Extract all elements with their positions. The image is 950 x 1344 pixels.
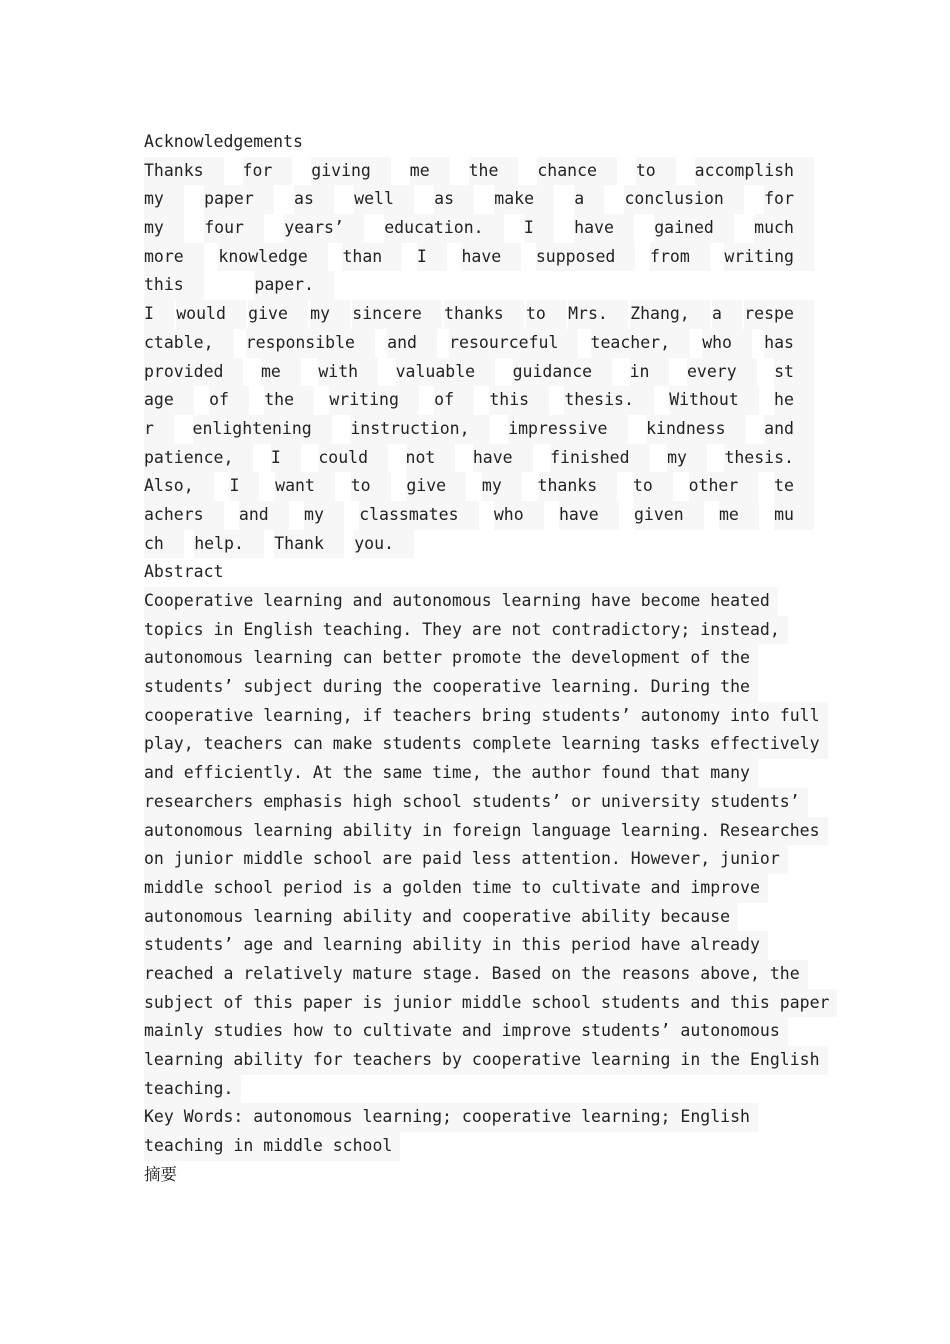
word: to xyxy=(633,472,673,501)
word: Zhang, xyxy=(630,300,710,329)
acknowledgements-line xyxy=(144,329,814,358)
word: age xyxy=(144,386,194,415)
word: my xyxy=(304,501,344,530)
word: and xyxy=(239,501,289,530)
word: in xyxy=(630,358,670,387)
word: guidance xyxy=(513,358,612,387)
abstract-line: researchers emphasis high school students’ or university students’ xyxy=(144,788,824,817)
word: resourceful xyxy=(449,329,578,358)
word: this xyxy=(144,271,204,300)
word: classmates xyxy=(359,501,478,530)
keywords-paragraph xyxy=(144,1103,824,1160)
word: accomplish xyxy=(695,157,814,186)
word: who xyxy=(494,501,544,530)
word: who xyxy=(702,329,752,358)
word: for xyxy=(764,185,814,214)
word: make xyxy=(494,185,554,214)
word: of xyxy=(209,386,249,415)
abstract-line: topics in English teaching. They are not contradictory; instead, xyxy=(144,616,824,645)
word: teacher, xyxy=(591,329,690,358)
word: provided xyxy=(144,358,243,387)
word: as xyxy=(294,185,334,214)
word: thanks xyxy=(444,300,524,329)
word: Thank xyxy=(274,530,344,559)
word: valuable xyxy=(396,358,495,387)
acknowledgements-paragraph xyxy=(144,157,824,559)
word: gained xyxy=(654,214,734,243)
word: te xyxy=(774,472,814,501)
acknowledgements-line xyxy=(144,444,814,473)
word: mu xyxy=(774,501,814,530)
acknowledgements-heading: Acknowledgements xyxy=(144,132,303,151)
word: the xyxy=(469,157,519,186)
word: given xyxy=(634,501,704,530)
word: have xyxy=(559,501,619,530)
word: I xyxy=(271,444,301,473)
chinese-abstract-heading: 摘要 xyxy=(144,1164,177,1184)
word: I xyxy=(417,243,447,272)
word: thesis. xyxy=(724,444,814,473)
word: every xyxy=(687,358,757,387)
word: supposed xyxy=(536,243,635,272)
word: and xyxy=(387,329,437,358)
word: to xyxy=(526,300,566,329)
abstract-line: and efficiently. At the same time, the author found that many xyxy=(144,759,824,788)
word: to xyxy=(636,157,676,186)
word: much xyxy=(754,214,814,243)
abstract-line: autonomous learning ability and cooperative ability because xyxy=(144,903,824,932)
document-body xyxy=(144,128,830,1189)
word: sincere xyxy=(352,300,442,329)
acknowledgements-line xyxy=(144,300,814,329)
abstract-line: middle school period is a golden time to cultivate and improve xyxy=(144,874,824,903)
word: more xyxy=(144,243,204,272)
word: responsible xyxy=(246,329,375,358)
word: he xyxy=(774,386,814,415)
abstract-line: subject of this paper is junior middle school students and this paper xyxy=(144,989,824,1018)
word: from xyxy=(650,243,710,272)
word: achers xyxy=(144,501,224,530)
acknowledgements-line xyxy=(144,386,814,415)
acknowledgements-line xyxy=(144,243,814,272)
word: help. xyxy=(194,530,264,559)
word: me xyxy=(719,501,759,530)
word: have xyxy=(473,444,533,473)
abstract-line: learning ability for teachers by cooperative learning in the English xyxy=(144,1046,824,1075)
word: st xyxy=(774,358,814,387)
word: patience, xyxy=(144,444,253,473)
abstract-line: play, teachers can make students complete learning tasks effectively xyxy=(144,730,824,759)
word: have xyxy=(461,243,521,272)
abstract-heading: Abstract xyxy=(144,562,224,582)
acknowledgements-line xyxy=(144,472,814,501)
abstract-line: Cooperative learning and autonomous learning have become heated xyxy=(144,587,824,616)
abstract-paragraph xyxy=(144,587,830,1103)
word: instruction, xyxy=(350,415,489,444)
word: than xyxy=(342,243,402,272)
word: you. xyxy=(354,530,414,559)
word: ch xyxy=(144,530,184,559)
word: Without xyxy=(669,386,759,415)
word: conclusion xyxy=(624,185,743,214)
word: want xyxy=(275,472,335,501)
keywords-line: Key Words: autonomous learning; cooperative learning; English xyxy=(144,1103,824,1132)
word: I xyxy=(229,472,259,501)
abstract-line: cooperative learning, if teachers bring students’ autonomy into full xyxy=(144,702,824,731)
word: paper xyxy=(204,185,274,214)
word: years’ xyxy=(284,214,364,243)
word: my xyxy=(144,214,184,243)
word: chance xyxy=(537,157,617,186)
word: and xyxy=(764,415,814,444)
acknowledgements-line xyxy=(144,358,814,387)
word: enlightening xyxy=(193,415,332,444)
word: not xyxy=(406,444,456,473)
word: knowledge xyxy=(218,243,327,272)
abstract-line: autonomous learning ability in foreign language learning. Researches xyxy=(144,817,824,846)
word: have xyxy=(574,214,634,243)
acknowledgements-line xyxy=(144,271,334,300)
word: me xyxy=(261,358,301,387)
acknowledgements-line xyxy=(144,214,814,243)
word: has xyxy=(764,329,814,358)
word: finished xyxy=(550,444,649,473)
word: I xyxy=(524,214,554,243)
word: for xyxy=(243,157,293,186)
word: well xyxy=(354,185,414,214)
word: my xyxy=(144,185,184,214)
word: give xyxy=(406,472,466,501)
acknowledgements-line xyxy=(144,185,814,214)
acknowledgements-line xyxy=(144,501,814,530)
word: paper. xyxy=(254,271,334,300)
word: a xyxy=(574,185,604,214)
acknowledgements-line xyxy=(144,530,414,559)
word: could xyxy=(318,444,388,473)
word: Mrs. xyxy=(568,300,628,329)
abstract-line: on junior middle school are paid less attention. However, junior xyxy=(144,845,824,874)
word: my xyxy=(667,444,707,473)
word: kindness xyxy=(646,415,745,444)
word: writing xyxy=(724,243,814,272)
word: my xyxy=(482,472,522,501)
word: I xyxy=(144,300,174,329)
word: writing xyxy=(329,386,419,415)
word: giving xyxy=(311,157,391,186)
abstract-line: students’ age and learning ability in this period have already xyxy=(144,931,824,960)
word: education. xyxy=(384,214,503,243)
abstract-line: teaching. xyxy=(144,1075,824,1104)
word: me xyxy=(410,157,450,186)
word: impressive xyxy=(508,415,627,444)
word: other xyxy=(689,472,759,501)
word: my xyxy=(310,300,350,329)
word: of xyxy=(434,386,474,415)
word: four xyxy=(204,214,264,243)
word: the xyxy=(264,386,314,415)
acknowledgements-line xyxy=(144,415,814,444)
word: give xyxy=(248,300,308,329)
word: would xyxy=(176,300,246,329)
word: respe xyxy=(744,300,814,329)
word: Thanks xyxy=(144,157,224,186)
word: thesis. xyxy=(564,386,654,415)
abstract-line: students’ subject during the cooperative learning. During the xyxy=(144,673,824,702)
abstract-line: reached a relatively mature stage. Based on the reasons above, the xyxy=(144,960,824,989)
word: with xyxy=(318,358,378,387)
word: Also, xyxy=(144,472,214,501)
word: to xyxy=(351,472,391,501)
abstract-line: autonomous learning can better promote the development of the xyxy=(144,644,824,673)
word: this xyxy=(489,386,549,415)
word: a xyxy=(712,300,742,329)
keywords-line: teaching in middle school xyxy=(144,1132,824,1161)
acknowledgements-line xyxy=(144,157,814,186)
word: r xyxy=(144,415,174,444)
word: as xyxy=(434,185,474,214)
word: ctable, xyxy=(144,329,234,358)
abstract-line: mainly studies how to cultivate and improve students’ autonomous xyxy=(144,1017,824,1046)
word: thanks xyxy=(538,472,618,501)
